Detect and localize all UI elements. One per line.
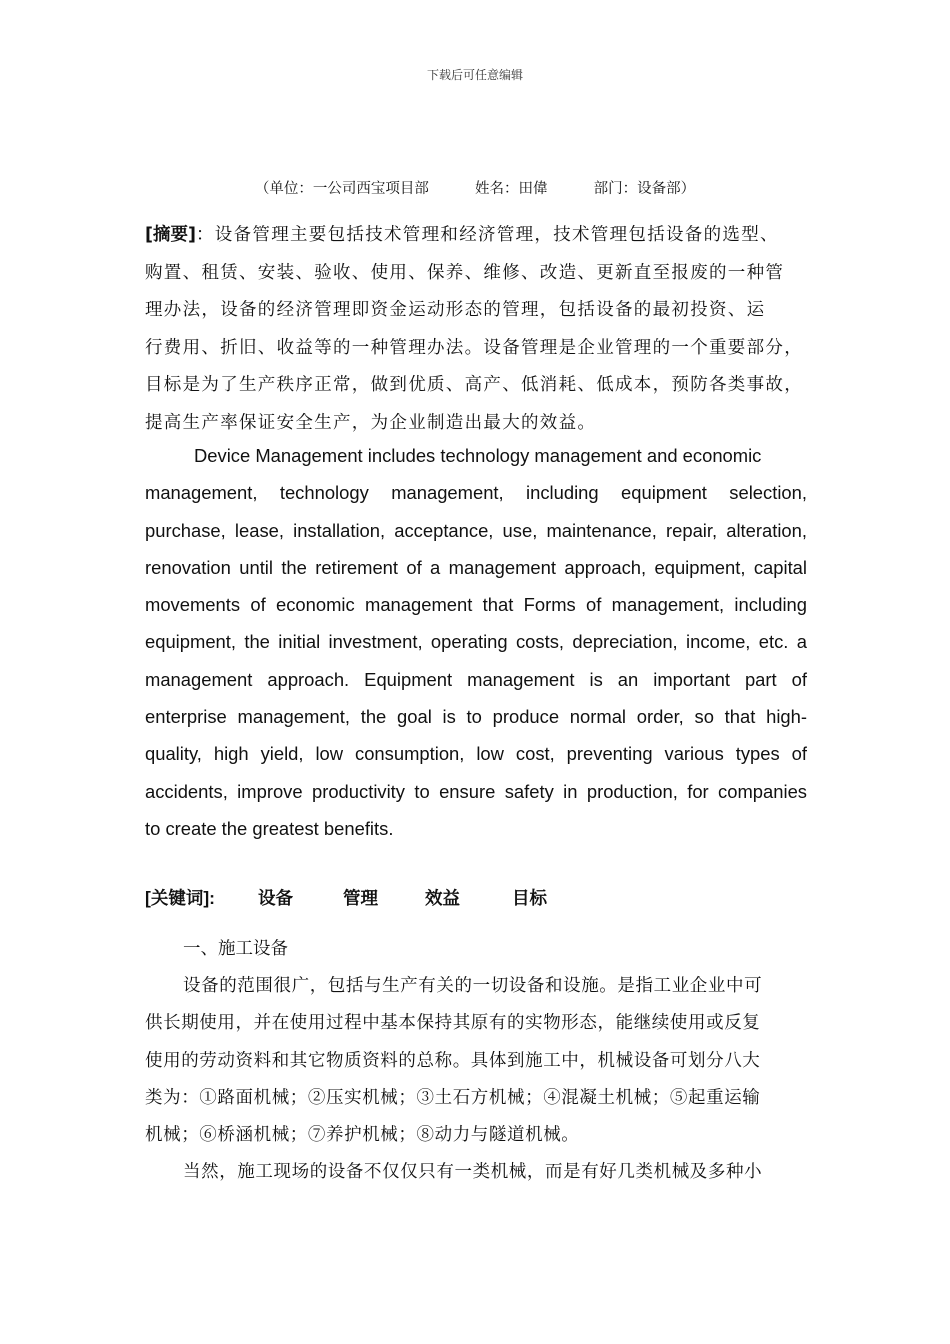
abstract-en [145, 437, 807, 847]
body-line: 使用的劳动资料和其它物质资料的总称。具体到施工中，机械设备可划分八大 [145, 1050, 761, 1071]
body-line: 设备的范围很广，包括与生产有关的一切设备和设施。是指工业企业中可 [183, 976, 763, 996]
abstract-en-line: management approach. Equipment management is an important part of [145, 668, 807, 690]
abstract-cn-line: 目标是为了生产秩序正常，做到优质、高产、低消耗、低成本，预防各类事故， [145, 375, 803, 395]
abstract-label: [摘要] [145, 225, 196, 245]
section-body [145, 968, 807, 1192]
body-line: 机械；⑥桥涵机械；⑦养护机械；⑧动力与隧道机械。 [145, 1125, 580, 1146]
abstract-cn-line: 行费用、折旧、收益等的一种管理办法。设备管理是企业管理的一个重要部分， [145, 337, 803, 358]
abstract-cn-line: 购置、租赁、安装、验收、使用、保养、维修、改造、更新直至报废的一种管 [145, 262, 785, 283]
abstract-cn [145, 217, 817, 442]
abstract-cn-line: 提高生产率保证安全生产，为企业制造出最大的效益。 [145, 412, 597, 433]
keyword: 管理 [343, 888, 378, 908]
header-note: 下载后可任意编辑 [426, 68, 523, 82]
keywords-label: [关键词]: [145, 888, 215, 908]
abstract-en-line: accidents, improve productivity to ensure safety in production, for companies [145, 780, 807, 802]
abstract-cn-line: 理办法，设备的经济管理即资金运动形态的管理，包括设备的最初投资、运 [145, 300, 766, 320]
body-line: 当然，施工现场的设备不仅仅只有一类机械，而是有好几类机械及多种小 [183, 1162, 763, 1183]
abstract-en-line: movements of economic management that Forms of management, including [145, 594, 807, 616]
abstract-en-line: management, technology management, including equipment selection, [145, 482, 807, 504]
keyword: 效益 [425, 888, 460, 908]
abstract-en-line: equipment, the initial investment, operating costs, depreciation, income, etc. a [145, 631, 807, 653]
keyword: 设备 [258, 888, 293, 908]
abstract-en-line: Device Management includes technology management and economic [194, 445, 762, 466]
abstract-en-line: enterprise management, the goal is to produce normal order, so that high- [145, 706, 807, 728]
author-info: （单位：一公司西宝项目部 姓名：田偉 部门：设备部） [254, 181, 696, 197]
section-title: 一、施工设备 [183, 939, 288, 959]
abstract-en-line: renovation until the retirement of a management approach, equipment, capital [145, 556, 807, 578]
abstract-en-line: to create the greatest benefits. [145, 817, 394, 839]
body-line: 供长期使用，并在使用过程中基本保持其原有的实物形态，能继续使用或反复 [145, 1013, 761, 1034]
abstract-en-line: purchase, lease, installation, acceptance, use, maintenance, repair, alteration, [145, 519, 807, 541]
keyword: 目标 [512, 888, 547, 908]
abstract-cn-line: [摘要]：设备管理主要包括技术管理和经济管理，技术管理包括设备的选型、 [145, 225, 779, 245]
body-line: 类为：①路面机械；②压实机械；③土石方机械；④混凝土机械；⑤起重运输 [145, 1087, 761, 1108]
abstract-en-line: quality, high yield, low consumption, low cost, preventing various types of [145, 743, 807, 765]
